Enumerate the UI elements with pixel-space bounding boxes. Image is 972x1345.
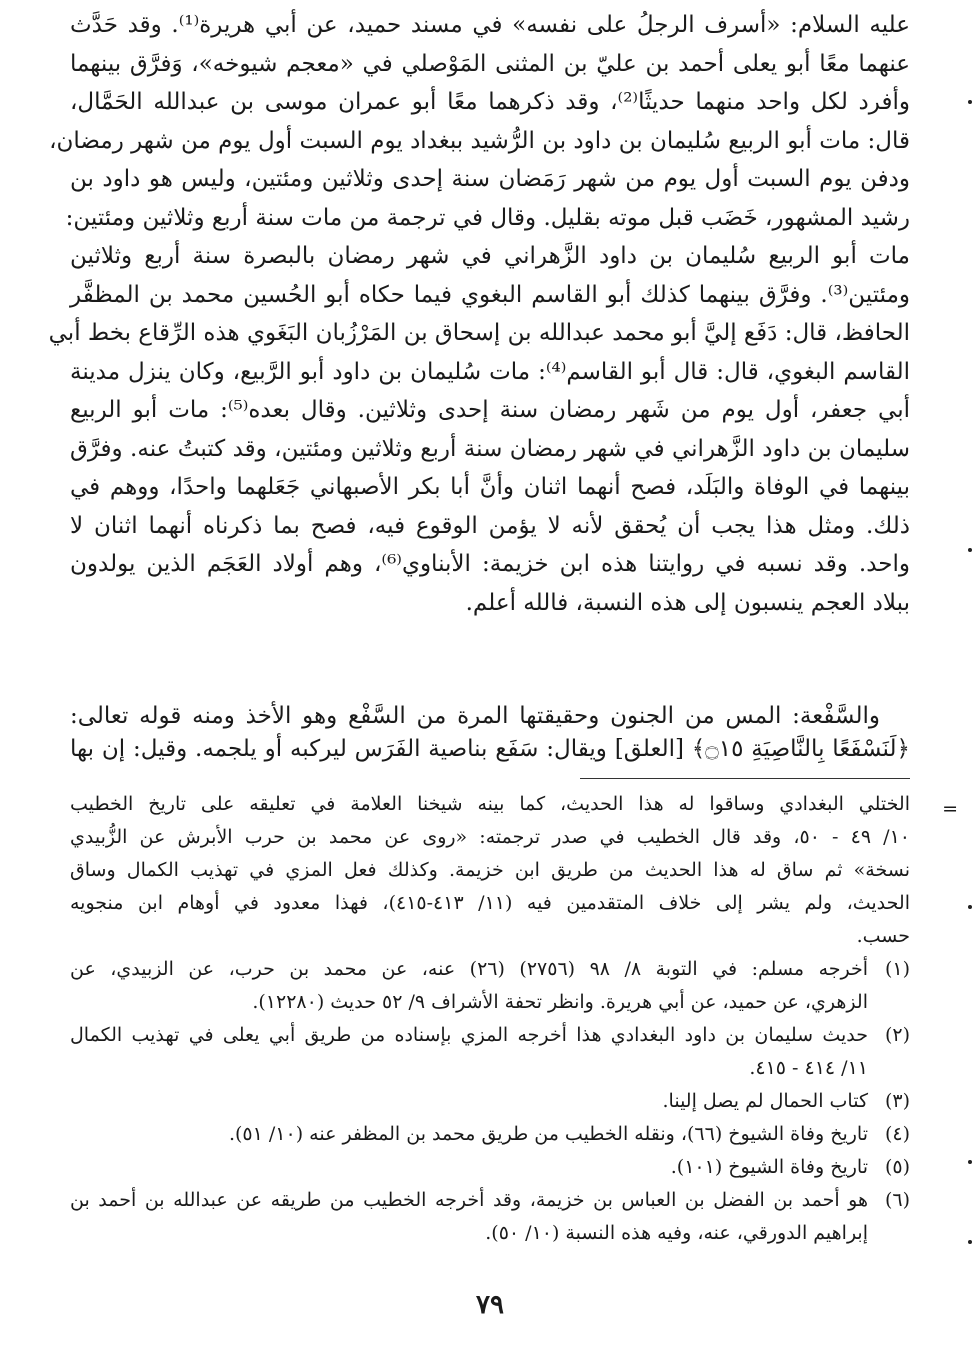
text-line: ذلك. ومثل هذا يجب أن يُحقق لأنه لا يؤمن الوقوع فيه، فصح بما ذكرناه أنهما اثنان لا (70, 512, 910, 539)
footnote-divider (580, 778, 910, 779)
text-line: عنهما معًا أبو يعلى أحمد بن عليّ بن المثنى المَوْصلي في «معجم شيوخه»، وَفرَّق بينهما (70, 50, 910, 77)
main-body-text (48, 6, 910, 622)
footnote-number: (٣) (884, 1090, 910, 1112)
footnote-line: نسخة» ثم ساق له هذا الحديث من طريق ابن خزيمة. وكذلك فعل المزي في تهذيب الكمال وساق (70, 859, 910, 881)
text-line: ﴿لَنَسْفَعًا بِالنَّاصِيَةِ ۝١٥﴾ [العلق] ويقال: سَفَع بناصية الفَرَس ليركبه أو يلجمه. وقيل: إن بها (70, 736, 910, 762)
footnote-number: (٢) (884, 1024, 910, 1046)
text-line: واحد. وقد نسبه في روايتنا هذه ابن خزيمة: الأبناوي⁽⁶⁾، وهم أولاد العَجَم الذين يولدون (70, 551, 910, 577)
text-line: رشيد المشهور، خَضَب قبل موته بقليل. وقال في ترجمة من مات سنة أربع وثلاثين ومئتين: (65, 204, 910, 231)
text-line: وأفرد لكل واحد منهما حديثًا⁽²⁾، وقد ذكرهما معًا أبو عمران موسى بن عبدالله الحَمَّال، (70, 89, 910, 115)
footnote-number: (٦) (884, 1189, 910, 1211)
footnote-line: هو أحمد بن الفضل بن العباس بن خزيمة، وقد أخرجه الخطيب من طريقه عن عبدالله بن أحمد بن (70, 1189, 868, 1211)
text-line: ببلاد العجم ينسبون إلى هذه النسبة، فالله أعلم. (465, 589, 910, 616)
text-line: الحافظ، قال: دَفَع إليَّ أبو محمد عبدالله بن إسحاق بن المَرْزُبان البَغَوي هذه الرِّقاع بخط أبي (48, 320, 910, 346)
text-line: أبي جعفر، أول يوم من شَهر رمضان سنة إحدى وثلاثين. وقال بعده⁽⁵⁾: مات أبو الربيع (70, 397, 910, 423)
footnote-5 (70, 1151, 910, 1184)
footnote-number: (٤) (884, 1123, 910, 1145)
footnote-2 (70, 1019, 910, 1085)
footnote-line: أخرجه مسلم: في التوبة ٨/ ٩٨ (٢٧٥٦) (٢٦) عنه، عن محمد بن حرب، عن الزبيدي، عن (70, 958, 869, 980)
footnote-line: الحديث، ولم يشر إلى خلاف المتقدمين فيه (١١/ ٤١٣-٤١٥)، فهذا معدود في أوهام ابن منجويه (70, 892, 910, 914)
footnote-line: الختلي البغدادي وساقوا له هذا الحديث، كما بينه شيخنا العلامة في تعليقه على تاريخ الخطيب (70, 793, 910, 815)
footnote-6 (70, 1184, 910, 1250)
footnote-3 (70, 1085, 910, 1118)
footnote-number: (١) (884, 958, 910, 980)
margin-dot (968, 1160, 972, 1164)
text-line: القاسم البغوي، قال: قال أبو القاسم⁽⁴⁾: مات سُليمان بن داود أبو الرَّبيع، وكان ينزل مدينة (70, 358, 910, 385)
text-line: عليه السلام: «أسرف الرجلُ على نفسه» في مسند حميد، عن أبي هريرة⁽¹⁾. وقد حَدَّث (70, 12, 910, 38)
page-number: ٧٩ (476, 1290, 504, 1320)
margin-dot (968, 1240, 972, 1244)
footnote-line: إبراهيم الدورقي، عنه، وفيه هذه النسبة (١٠/ ٥٠). (485, 1222, 868, 1244)
text-line: ومئتين⁽³⁾. وفرَّق بينهما كذلك أبو القاسم البغوي فيما حكاه أبو الحُسين محمد بن المظفَّر (70, 281, 910, 308)
footnote-line: الزهري، عن حميد، عن أبي هريرة. وانظر تحفة الأشراف ٩/ ٥٢ حديث (١٢٢٨٠). (252, 991, 868, 1013)
footnote-line: تاريخ وفاة الشيوخ (٦٦)، ونقله الخطيب من طريق محمد بن المظفر عنه (١٠/ ٥١). (228, 1123, 868, 1145)
continuation-marker: = (942, 798, 958, 820)
text-line: والسَّفْعة: المس من الجنون وحقيقتها المرة من السَّفْع وهو الأخذ ومنه قوله تعالى: (70, 703, 880, 729)
footnote-1 (70, 953, 910, 1019)
footnotes-section (70, 788, 910, 1250)
text-line: قال: مات أبو الربيع سُليمان بن داود بن الرُّشيد ببغداد يوم السبت أول يوم من شهر رمضان، (49, 127, 910, 154)
footnote-continuation (70, 788, 910, 953)
margin-dot (968, 905, 972, 909)
footnote-line: ١٠/ ٤٩ - ٥٠، وقد قال الخطيب في صدر ترجمته: «روى عن محمد بن حرب الأبرش عن الزُّبيدي (70, 826, 911, 848)
footnote-4 (70, 1118, 910, 1151)
footnote-line: تاريخ وفاة الشيوخ (١٠١). (670, 1156, 868, 1178)
footnote-number: (٥) (884, 1156, 910, 1178)
text-line: سليمان بن داود الزَّهراني في شهر رمضان سنة أربع وثلاثين ومئتين، وقد كتبتُ عنه. وفرَّق (70, 435, 910, 462)
footnote-line: ١١/ ٤١٤ - ٤١٥. (749, 1057, 868, 1079)
margin-dot (968, 100, 972, 104)
margin-dot (968, 548, 972, 552)
document-page (48, 0, 958, 1345)
footnote-line: كتاب الحمال لم يصل إلينا. (662, 1090, 868, 1112)
footnote-line: حديث سليمان بن داود البغدادي هذا أخرجه المزي بإسناده من طريق أبي يعلى في تهذيب الكمال (70, 1024, 868, 1046)
footnote-line: حسب. (856, 925, 910, 947)
text-line: ودفن يوم السبت أول يوم من شهر رَمَضان سنة إحدى وثلاثين ومئتين، وليس هو داود بن (70, 166, 910, 192)
text-line: مات أبو الربيع سُليمان بن داود الزَّهراني في شهر رمضان بالبصرة سنة أربع وثلاثين (70, 243, 910, 269)
text-line: بينهما في الوفاة والبَلَد، فصح أنهما اثنان وأنَّ أبا بكر الأصبهاني جَعَلهما واحدًا، ووهم في (70, 474, 910, 500)
definition-paragraph (70, 700, 910, 766)
